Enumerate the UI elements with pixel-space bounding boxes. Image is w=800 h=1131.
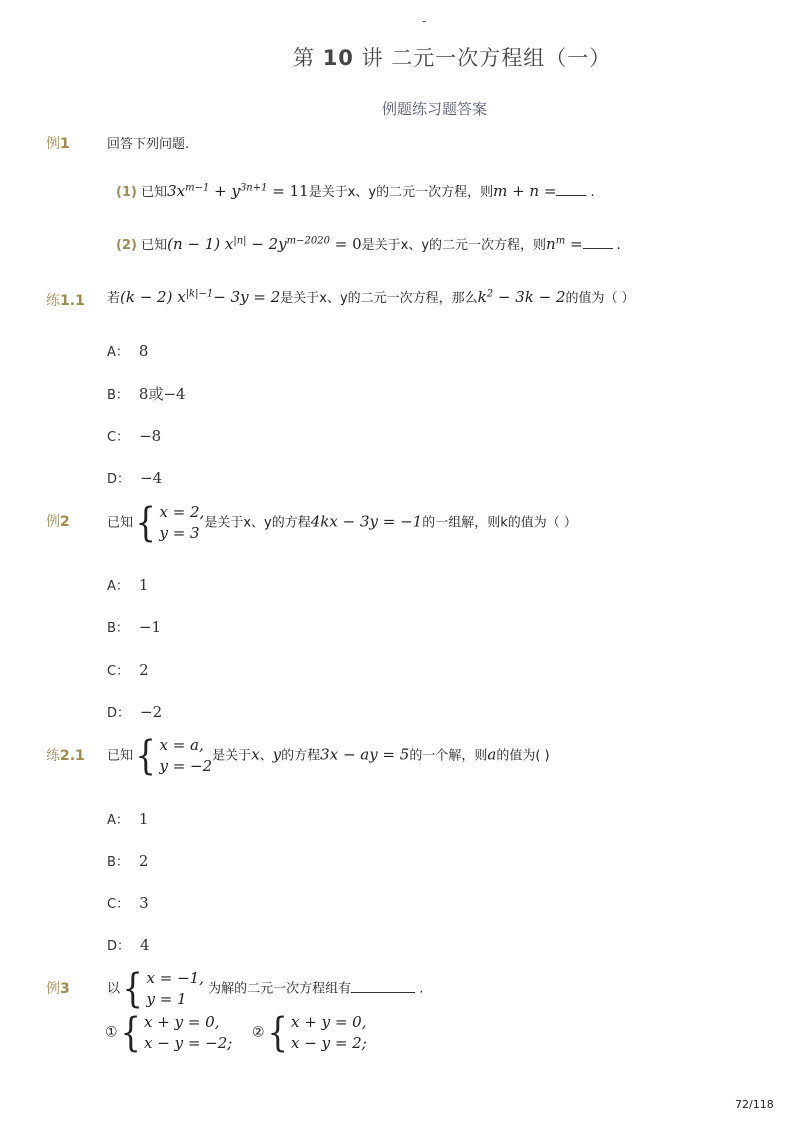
question-text: 的值为（ ） (565, 291, 635, 306)
math-expr: 3x (167, 182, 186, 200)
tag-number: 2 (60, 514, 70, 530)
part-text: 已知 (141, 238, 168, 253)
question-text: 已知 (107, 515, 134, 531)
option-value: 8或−4 (138, 385, 186, 403)
option-value: 3 (139, 894, 149, 912)
tag-number: 3 (60, 981, 70, 997)
page-number: 72/118 (735, 1098, 774, 1111)
option-key: A： (107, 345, 129, 360)
question-text: 以 (107, 981, 121, 997)
equation-system (133, 502, 204, 544)
option-b[interactable] (107, 617, 161, 636)
period: . (419, 981, 424, 997)
example-1-part-2 (116, 234, 621, 253)
math-expr: 3x − ay = 5 (320, 745, 410, 764)
equation-system (133, 735, 212, 777)
page-title (293, 42, 611, 72)
tag-prefix: 练 (46, 293, 60, 309)
example-1-part-1 (116, 181, 595, 200)
question-text: 的一组解，则k的值为（ ） (422, 515, 577, 531)
option-marker: ① (105, 1024, 118, 1041)
system-line: x − y = 2; (291, 1034, 367, 1052)
example-3-question (107, 968, 423, 1010)
brace: { (135, 500, 156, 546)
option-a[interactable] (107, 341, 148, 360)
page-subtitle: 例题练习题答案 (382, 100, 488, 118)
option-d[interactable] (107, 468, 162, 487)
option-c[interactable] (107, 893, 149, 912)
option-value: −4 (140, 469, 163, 487)
option-value: 8 (138, 342, 149, 360)
tag-prefix: 例 (46, 136, 60, 152)
answer-blank (583, 235, 613, 249)
math-expr: − 2y (246, 235, 287, 253)
title-suffix: 讲 二元一次方程组（一） (353, 46, 612, 70)
system-line: x + y = 0, (291, 1013, 367, 1031)
tag-prefix: 练 (46, 748, 60, 764)
question-text: 的一个解，则 (409, 748, 488, 764)
example-3-option-2 (252, 1012, 367, 1054)
header-dash: - (422, 14, 427, 28)
question-text: 是关于 (212, 748, 252, 764)
practice-2-1-question (107, 735, 550, 777)
option-key: B： (107, 621, 129, 636)
practice-1-1-question (107, 287, 635, 306)
math-var: x (251, 745, 260, 764)
option-key: B： (107, 388, 129, 403)
math-expr: k (477, 288, 487, 306)
option-key: D： (107, 472, 131, 487)
system-line: x = 2, (159, 503, 205, 521)
system-line: x = −1, (146, 969, 204, 987)
tag-number: 1 (60, 136, 70, 152)
option-d[interactable] (107, 702, 162, 721)
equation-system (118, 1012, 233, 1054)
math-expr: + y (209, 182, 240, 200)
system-line: x + y = 0, (144, 1013, 220, 1031)
math-expr: − 3y = 2 (213, 288, 281, 306)
option-key: C： (107, 430, 130, 445)
period: . (590, 185, 595, 200)
math-expr: = 0 (329, 235, 362, 253)
tag-prefix: 例 (46, 514, 60, 530)
math-expr: m + n = (493, 182, 557, 200)
option-value: 1 (138, 810, 149, 828)
math-expr: n (546, 235, 556, 253)
option-value: −1 (138, 618, 162, 636)
option-value: 2 (138, 852, 149, 870)
tag-number: 2.1 (60, 748, 85, 764)
system-line: x = a, (159, 736, 204, 754)
option-d[interactable] (107, 935, 150, 954)
question-text: 的值为( ) (496, 748, 550, 764)
question-text: 的方程 (281, 748, 321, 764)
period: . (616, 238, 621, 253)
brace: { (267, 1010, 288, 1056)
math-var: y (272, 745, 282, 764)
system-line: y = 1 (146, 990, 187, 1008)
practice-1-1-tag (46, 290, 85, 310)
title-number: 10 (322, 46, 354, 70)
question-text: 是关于x、y的二元一次方程，那么 (280, 291, 478, 306)
option-key: A： (107, 813, 129, 828)
math-expr: 4kx − 3y = −1 (310, 512, 423, 531)
question-text: 为解的二元一次方程组有 (208, 981, 352, 997)
math-sup: m−1 (185, 182, 210, 194)
title-prefix: 第 (293, 46, 323, 70)
option-key: B： (107, 855, 129, 870)
equation-system (120, 968, 204, 1010)
option-key: C： (107, 897, 130, 912)
tag-number: 1.1 (60, 293, 85, 309)
part-label: (2) (116, 238, 137, 253)
example-3-tag (46, 978, 70, 998)
math-sup: 3n+1 (239, 182, 268, 194)
question-text: 已知 (107, 748, 134, 764)
math-var: a (487, 745, 497, 764)
option-key: D： (107, 939, 131, 954)
example-1-tag (46, 133, 70, 153)
part-label: (1) (116, 185, 137, 200)
option-key: C： (107, 664, 130, 679)
option-c[interactable] (107, 660, 149, 679)
practice-2-1-tag (46, 745, 85, 765)
answer-blank (351, 979, 415, 993)
system-line: x − y = −2; (144, 1034, 233, 1052)
answer-blank (556, 182, 586, 196)
math-expr: (k − 2) x (120, 288, 186, 306)
math-expr: = (565, 235, 583, 253)
example-1-question: 回答下列问题. (107, 137, 190, 152)
option-value: 4 (140, 936, 150, 954)
question-text: 是关于x、y的方程 (204, 515, 311, 531)
math-sup: |k|−1 (185, 288, 214, 300)
math-sup: |n| (233, 235, 247, 247)
option-value: 1 (138, 576, 149, 594)
option-a[interactable] (107, 575, 148, 594)
option-marker: ② (252, 1024, 265, 1041)
math-expr: = 11 (267, 182, 309, 200)
example-3-option-1 (105, 1012, 232, 1054)
part-text: 是关于x、y的二元一次方程，则 (361, 238, 547, 253)
math-expr: − 3k − 2 (493, 288, 566, 306)
math-sup: m−2020 (286, 235, 330, 247)
option-c[interactable] (107, 426, 161, 445)
option-value: −8 (139, 427, 162, 445)
math-sup: m (555, 235, 566, 247)
tag-prefix: 例 (46, 981, 60, 997)
brace: { (135, 733, 156, 779)
system-line: y = 3 (159, 524, 200, 542)
option-b[interactable] (107, 851, 148, 870)
part-text: 已知 (141, 185, 168, 200)
example-2-question (107, 502, 577, 544)
question-text: 、 (259, 748, 273, 764)
option-a[interactable] (107, 809, 148, 828)
equation-system (265, 1012, 367, 1054)
option-b[interactable] (107, 383, 186, 404)
part-text: 是关于x、y的二元一次方程，则 (308, 185, 494, 200)
example-2-tag (46, 511, 70, 531)
brace: { (120, 1010, 141, 1056)
option-key: A： (107, 579, 129, 594)
brace: { (122, 966, 143, 1012)
system-line: y = −2 (159, 757, 213, 775)
option-value: −2 (140, 703, 163, 721)
math-expr: (n − 1) x (167, 235, 234, 253)
math-sup: 2 (486, 288, 494, 300)
question-text: 若 (107, 291, 121, 306)
option-value: 2 (139, 661, 149, 679)
option-key: D： (107, 706, 131, 721)
